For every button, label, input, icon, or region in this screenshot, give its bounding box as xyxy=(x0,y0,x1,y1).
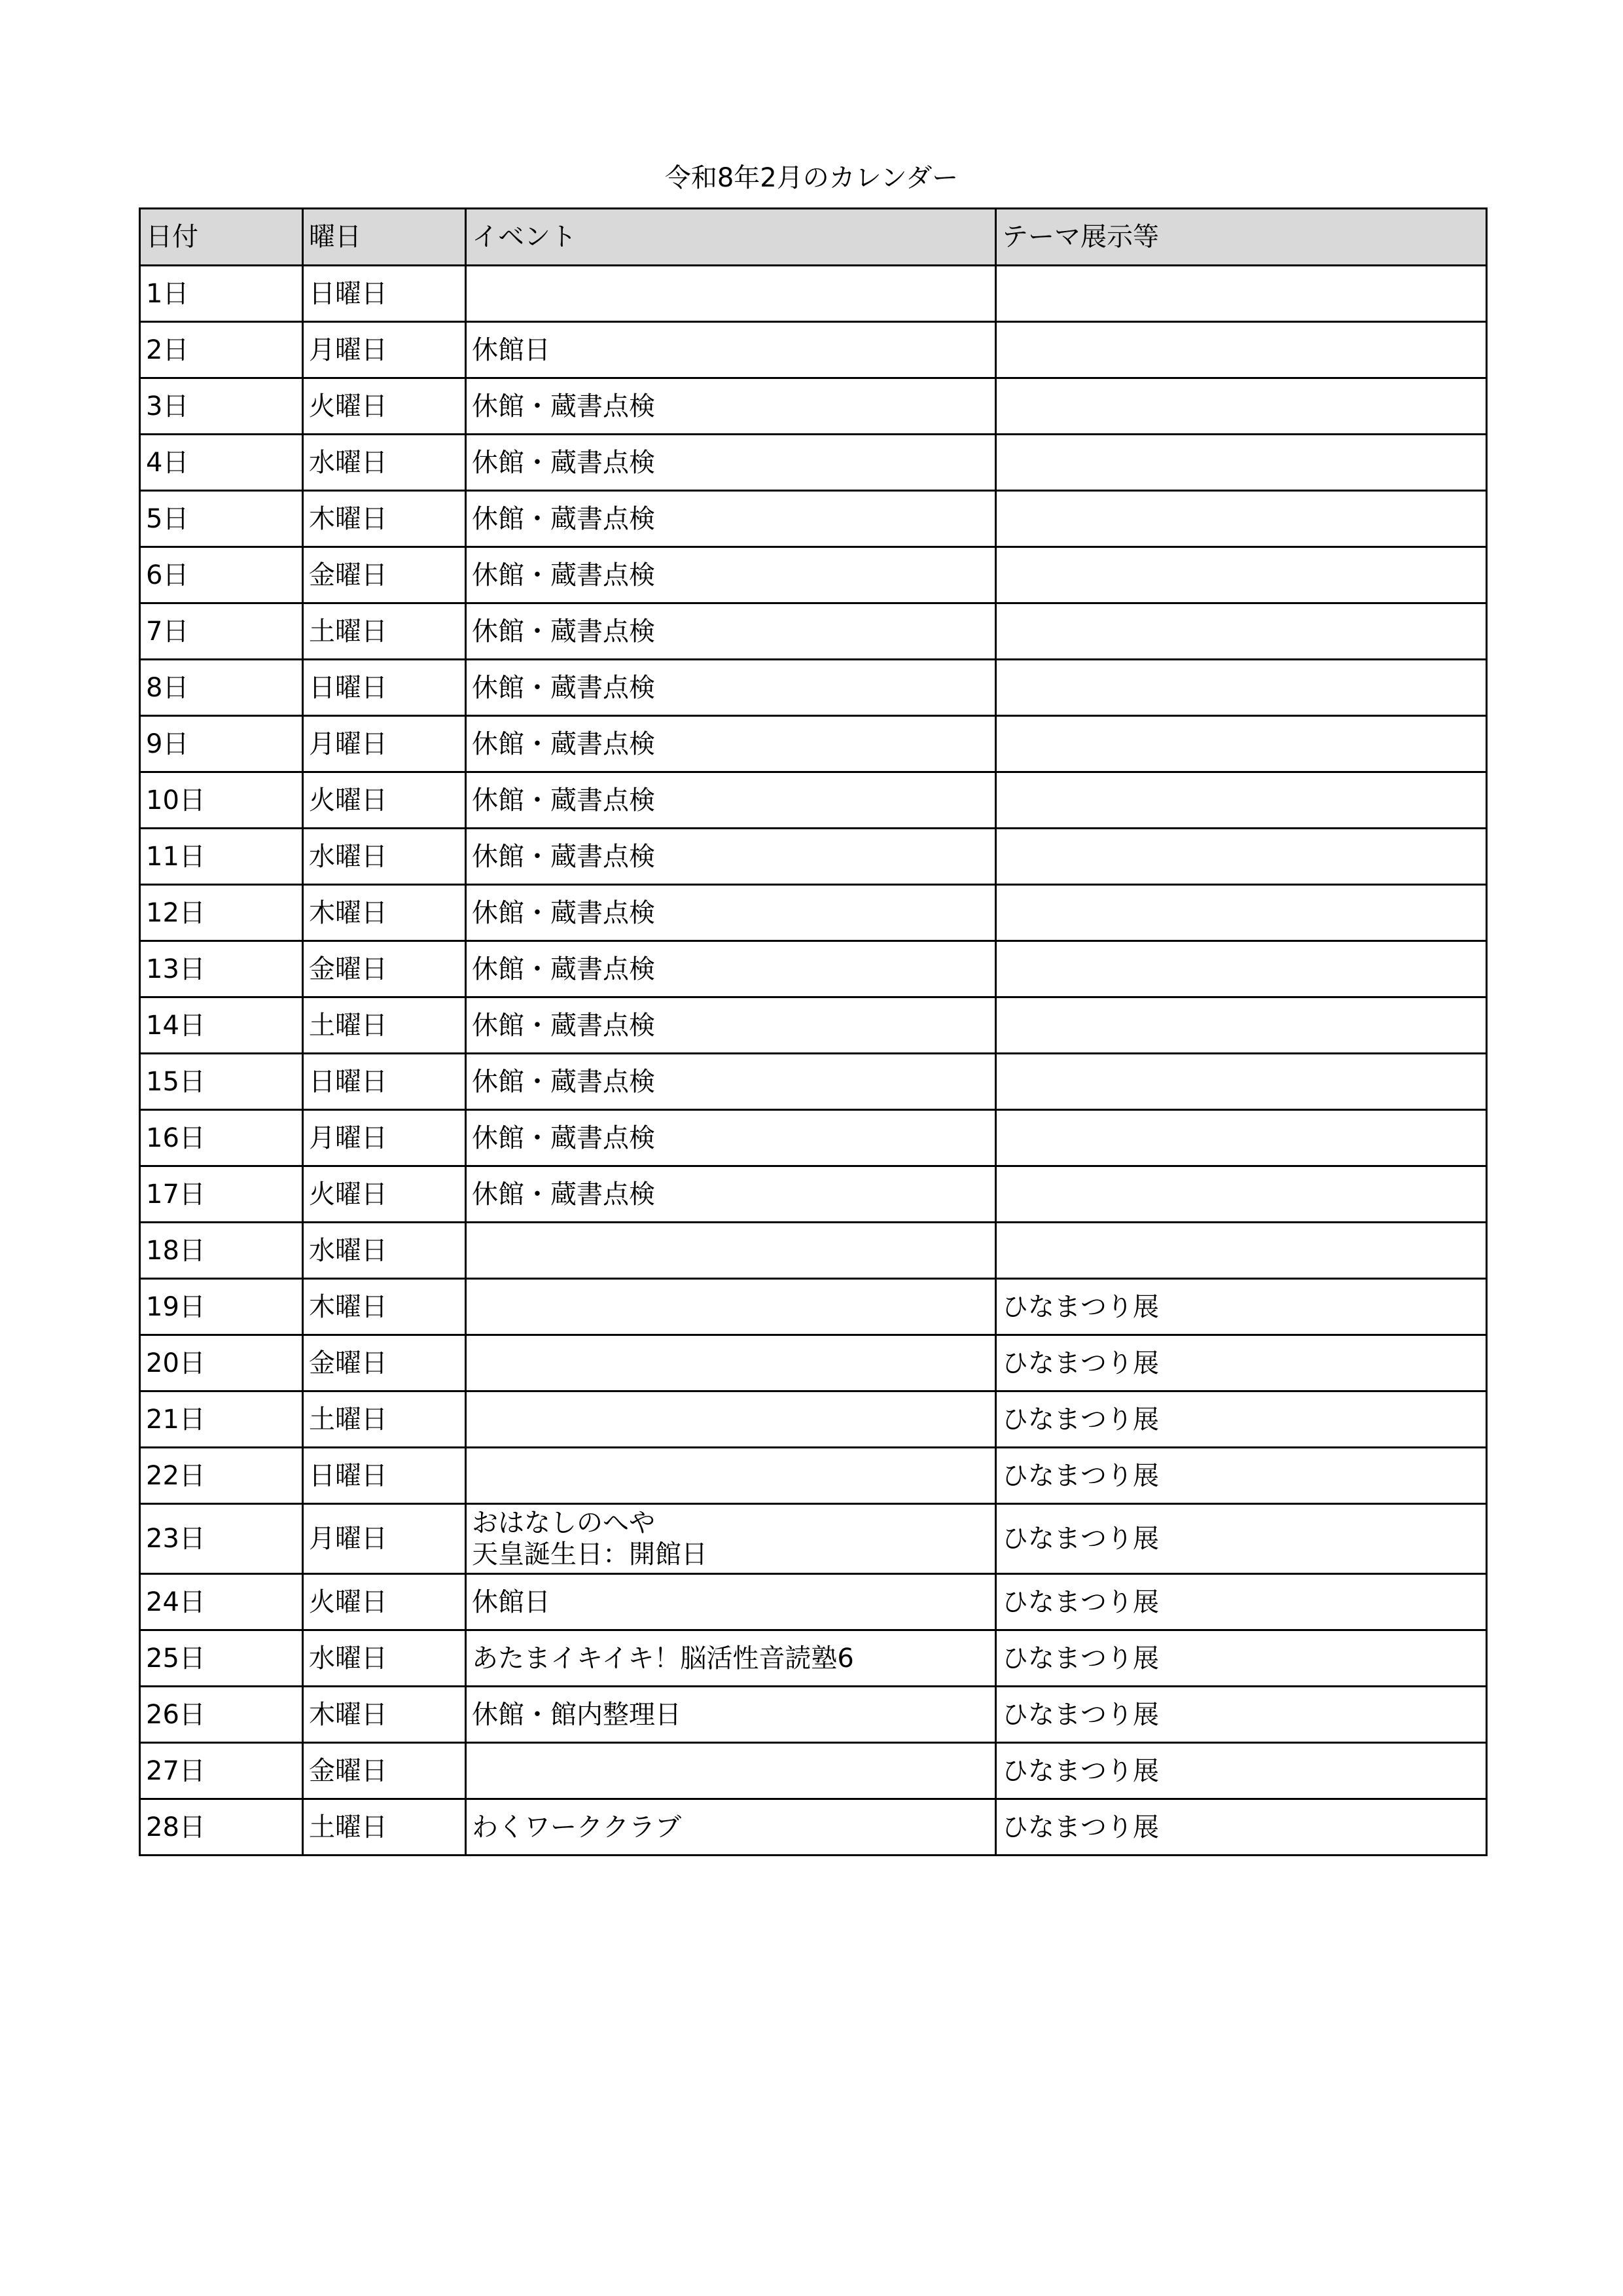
date-cell: 9日 xyxy=(140,716,303,772)
table-row xyxy=(140,997,1487,1054)
table-row xyxy=(140,660,1487,716)
theme-cell xyxy=(996,1110,1487,1166)
event-cell: 休館・蔵書点検 xyxy=(466,378,996,435)
table-row xyxy=(140,1279,1487,1335)
table-row xyxy=(140,1743,1487,1799)
event-cell xyxy=(466,266,996,322)
table-row xyxy=(140,435,1487,491)
theme-cell xyxy=(996,603,1487,660)
date-cell: 15日 xyxy=(140,1054,303,1110)
column-header-date: 日付 xyxy=(140,209,303,266)
table-row xyxy=(140,772,1487,829)
date-cell: 7日 xyxy=(140,603,303,660)
date-cell: 1日 xyxy=(140,266,303,322)
weekday-cell: 火曜日 xyxy=(303,378,466,435)
event-cell: わくワーククラブ xyxy=(466,1799,996,1856)
event-cell: 休館・蔵書点検 xyxy=(466,547,996,603)
table-row xyxy=(140,1574,1487,1630)
event-cell: 休館・蔵書点検 xyxy=(466,603,996,660)
table-row xyxy=(140,941,1487,997)
weekday-cell: 水曜日 xyxy=(303,829,466,885)
event-cell xyxy=(466,1391,996,1448)
table-row xyxy=(140,491,1487,547)
event-cell: 休館・蔵書点検 xyxy=(466,997,996,1054)
event-cell: 休館・館内整理日 xyxy=(466,1687,996,1743)
theme-cell: ひなまつり展 xyxy=(996,1504,1487,1574)
date-cell: 10日 xyxy=(140,772,303,829)
table-row xyxy=(140,885,1487,941)
table-row xyxy=(140,266,1487,322)
event-cell: 休館日 xyxy=(466,322,996,378)
event-cell: 休館・蔵書点検 xyxy=(466,885,996,941)
table-row xyxy=(140,1630,1487,1687)
theme-cell: ひなまつり展 xyxy=(996,1630,1487,1687)
weekday-cell: 木曜日 xyxy=(303,885,466,941)
theme-cell: ひなまつり展 xyxy=(996,1335,1487,1391)
weekday-cell: 金曜日 xyxy=(303,941,466,997)
weekday-cell: 火曜日 xyxy=(303,1166,466,1223)
weekday-cell: 日曜日 xyxy=(303,1448,466,1504)
table-row xyxy=(140,603,1487,660)
table-row xyxy=(140,547,1487,603)
date-cell: 2日 xyxy=(140,322,303,378)
date-cell: 6日 xyxy=(140,547,303,603)
table-row xyxy=(140,378,1487,435)
table-row xyxy=(140,1223,1487,1279)
weekday-cell: 土曜日 xyxy=(303,603,466,660)
weekday-cell: 木曜日 xyxy=(303,1279,466,1335)
table-row xyxy=(140,1391,1487,1448)
date-cell: 26日 xyxy=(140,1687,303,1743)
theme-cell xyxy=(996,716,1487,772)
date-cell: 19日 xyxy=(140,1279,303,1335)
weekday-cell: 水曜日 xyxy=(303,1630,466,1687)
date-cell: 8日 xyxy=(140,660,303,716)
table-row xyxy=(140,1799,1487,1856)
theme-cell xyxy=(996,435,1487,491)
theme-cell: ひなまつり展 xyxy=(996,1743,1487,1799)
date-cell: 4日 xyxy=(140,435,303,491)
event-cell xyxy=(466,1279,996,1335)
table-row xyxy=(140,1335,1487,1391)
event-cell: 休館・蔵書点検 xyxy=(466,772,996,829)
table-row xyxy=(140,1166,1487,1223)
event-cell: 休館・蔵書点検 xyxy=(466,435,996,491)
event-cell xyxy=(466,1448,996,1504)
event-cell: 休館・蔵書点検 xyxy=(466,491,996,547)
weekday-cell: 木曜日 xyxy=(303,491,466,547)
weekday-cell: 土曜日 xyxy=(303,1391,466,1448)
theme-cell xyxy=(996,322,1487,378)
event-cell xyxy=(466,1335,996,1391)
theme-cell xyxy=(996,997,1487,1054)
page-title: 令和8年2月のカレンダー xyxy=(664,163,959,193)
date-cell: 24日 xyxy=(140,1574,303,1630)
column-header-weekday: 曜日 xyxy=(303,209,466,266)
weekday-cell: 日曜日 xyxy=(303,660,466,716)
table-row xyxy=(140,716,1487,772)
table-row xyxy=(140,829,1487,885)
event-cell: 休館・蔵書点検 xyxy=(466,716,996,772)
event-cell: 休館・蔵書点検 xyxy=(466,660,996,716)
calendar-table xyxy=(139,207,1488,1856)
theme-cell xyxy=(996,378,1487,435)
table-header-row xyxy=(140,209,1487,266)
event-cell: 休館日 xyxy=(466,1574,996,1630)
table-row xyxy=(140,1448,1487,1504)
weekday-cell: 土曜日 xyxy=(303,997,466,1054)
table-row xyxy=(140,1054,1487,1110)
theme-cell xyxy=(996,1223,1487,1279)
theme-cell xyxy=(996,885,1487,941)
date-cell: 14日 xyxy=(140,997,303,1054)
theme-cell: ひなまつり展 xyxy=(996,1391,1487,1448)
event-cell: 休館・蔵書点検 xyxy=(466,1110,996,1166)
weekday-cell: 水曜日 xyxy=(303,1223,466,1279)
theme-cell: ひなまつり展 xyxy=(996,1279,1487,1335)
date-cell: 28日 xyxy=(140,1799,303,1856)
theme-cell xyxy=(996,941,1487,997)
event-cell: 休館・蔵書点検 xyxy=(466,941,996,997)
date-cell: 25日 xyxy=(140,1630,303,1687)
theme-cell xyxy=(996,829,1487,885)
table-row xyxy=(140,1504,1487,1574)
date-cell: 17日 xyxy=(140,1166,303,1223)
table-row xyxy=(140,322,1487,378)
weekday-cell: 金曜日 xyxy=(303,1743,466,1799)
weekday-cell: 月曜日 xyxy=(303,322,466,378)
date-cell: 20日 xyxy=(140,1335,303,1391)
date-cell: 13日 xyxy=(140,941,303,997)
date-cell: 22日 xyxy=(140,1448,303,1504)
theme-cell xyxy=(996,660,1487,716)
event-line: おはなしのへや xyxy=(472,1508,655,1538)
weekday-cell: 月曜日 xyxy=(303,1110,466,1166)
theme-cell: ひなまつり展 xyxy=(996,1687,1487,1743)
weekday-cell: 月曜日 xyxy=(303,1504,466,1574)
theme-cell xyxy=(996,491,1487,547)
theme-cell xyxy=(996,266,1487,322)
weekday-cell: 日曜日 xyxy=(303,1054,466,1110)
weekday-cell: 土曜日 xyxy=(303,1799,466,1856)
event-cell: 休館・蔵書点検 xyxy=(466,829,996,885)
calendar-body xyxy=(140,266,1487,1856)
weekday-cell: 水曜日 xyxy=(303,435,466,491)
theme-cell: ひなまつり展 xyxy=(996,1799,1487,1856)
event-line: 天皇誕生日：開館日 xyxy=(472,1539,707,1570)
weekday-cell: 金曜日 xyxy=(303,547,466,603)
date-cell: 12日 xyxy=(140,885,303,941)
column-header-event: イベント xyxy=(466,209,996,266)
weekday-cell: 月曜日 xyxy=(303,716,466,772)
theme-cell xyxy=(996,547,1487,603)
weekday-cell: 金曜日 xyxy=(303,1335,466,1391)
date-cell: 11日 xyxy=(140,829,303,885)
event-cell: 休館・蔵書点検 xyxy=(466,1054,996,1110)
date-cell: 21日 xyxy=(140,1391,303,1448)
date-cell: 3日 xyxy=(140,378,303,435)
theme-cell xyxy=(996,1166,1487,1223)
date-cell: 5日 xyxy=(140,491,303,547)
date-cell: 23日 xyxy=(140,1504,303,1574)
theme-cell xyxy=(996,1054,1487,1110)
event-cell xyxy=(466,1743,996,1799)
date-cell: 16日 xyxy=(140,1110,303,1166)
date-cell: 27日 xyxy=(140,1743,303,1799)
theme-cell: ひなまつり展 xyxy=(996,1574,1487,1630)
table-row xyxy=(140,1110,1487,1166)
date-cell: 18日 xyxy=(140,1223,303,1279)
theme-cell: ひなまつり展 xyxy=(996,1448,1487,1504)
weekday-cell: 火曜日 xyxy=(303,772,466,829)
weekday-cell: 木曜日 xyxy=(303,1687,466,1743)
table-row xyxy=(140,1687,1487,1743)
column-header-theme: テーマ展示等 xyxy=(996,209,1487,266)
weekday-cell: 日曜日 xyxy=(303,266,466,322)
event-cell xyxy=(466,1223,996,1279)
event-cell xyxy=(466,1504,996,1574)
event-cell: あたまイキイキ！脳活性音読塾6 xyxy=(466,1630,996,1687)
theme-cell xyxy=(996,772,1487,829)
weekday-cell: 火曜日 xyxy=(303,1574,466,1630)
event-cell: 休館・蔵書点検 xyxy=(466,1166,996,1223)
